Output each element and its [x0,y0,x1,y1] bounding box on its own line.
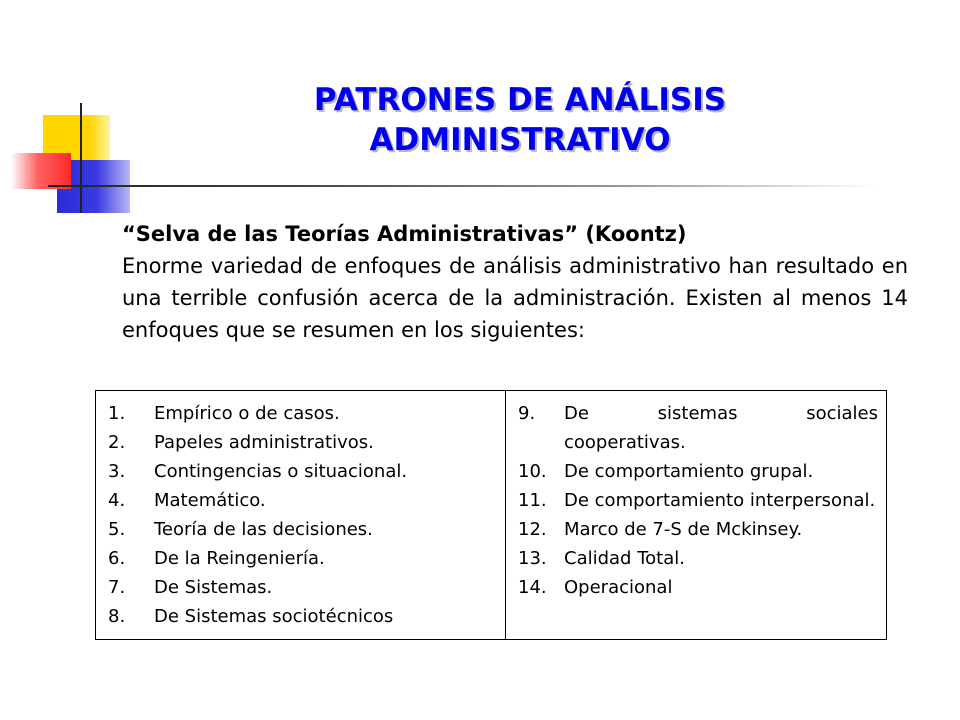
item-number: 3. [108,461,126,482]
title-line-1: PATRONES DE ANÁLISIS [313,82,727,118]
list-item [108,486,497,515]
subtitle: “Selva de las Teorías Administrativas” (Koontz) [122,222,687,246]
item-number: 11. [518,490,547,511]
item-text: De sistemas sociales cooperativas. [564,403,878,453]
intro-paragraph: Enorme variedad de enfoques de análisis administrativo han resultado en una terrible confusión acerca de la administración. Existen al menos 14 enfoques que se resumen en los siguientes: [122,254,908,342]
list-item [518,399,878,457]
list-item [518,515,878,544]
item-text: Contingencias o situacional. [154,461,408,482]
body-text [122,218,908,346]
slide-title [240,80,800,160]
decorative-vertical-line [80,103,82,213]
item-number: 5. [108,519,126,540]
item-text: Empírico o de casos. [154,403,340,424]
item-text: Marco de 7-S de Mckinsey. [564,519,803,540]
list-item [108,428,497,457]
title-line-2: ADMINISTRATIVO [369,122,671,158]
item-text: De Sistemas sociotécnicos [154,606,394,627]
item-text: Calidad Total. [564,548,685,569]
item-text: Matemático. [154,490,266,511]
approaches-column-right [506,391,886,639]
list-item [518,486,878,515]
list-item [108,457,497,486]
list-item [518,457,878,486]
list-item [108,515,497,544]
item-text: De comportamiento interpersonal. [564,490,876,511]
item-number: 7. [108,577,126,598]
list-item [108,602,497,631]
approaches-column-left [96,391,506,639]
item-text: De la Reingeniería. [154,548,325,569]
item-number: 10. [518,461,547,482]
list-item [518,544,878,573]
list-item [108,399,497,428]
decorative-red-square [11,153,71,189]
list-item [518,573,878,602]
list-item [108,544,497,573]
item-number: 12. [518,519,547,540]
item-number: 14. [518,577,547,598]
list-item [108,573,497,602]
item-number: 8. [108,606,126,627]
item-number: 9. [518,403,536,424]
approaches-table [95,390,887,640]
item-text: Teoría de las decisiones. [154,519,373,540]
item-text: Papeles administrativos. [154,432,374,453]
item-number: 4. [108,490,126,511]
item-number: 13. [518,548,547,569]
title-underline [48,185,878,187]
item-text: De comportamiento grupal. [564,461,814,482]
item-text: De Sistemas. [154,577,273,598]
item-number: 2. [108,432,126,453]
item-text: Operacional [564,577,673,598]
item-number: 1. [108,403,126,424]
item-number: 6. [108,548,126,569]
